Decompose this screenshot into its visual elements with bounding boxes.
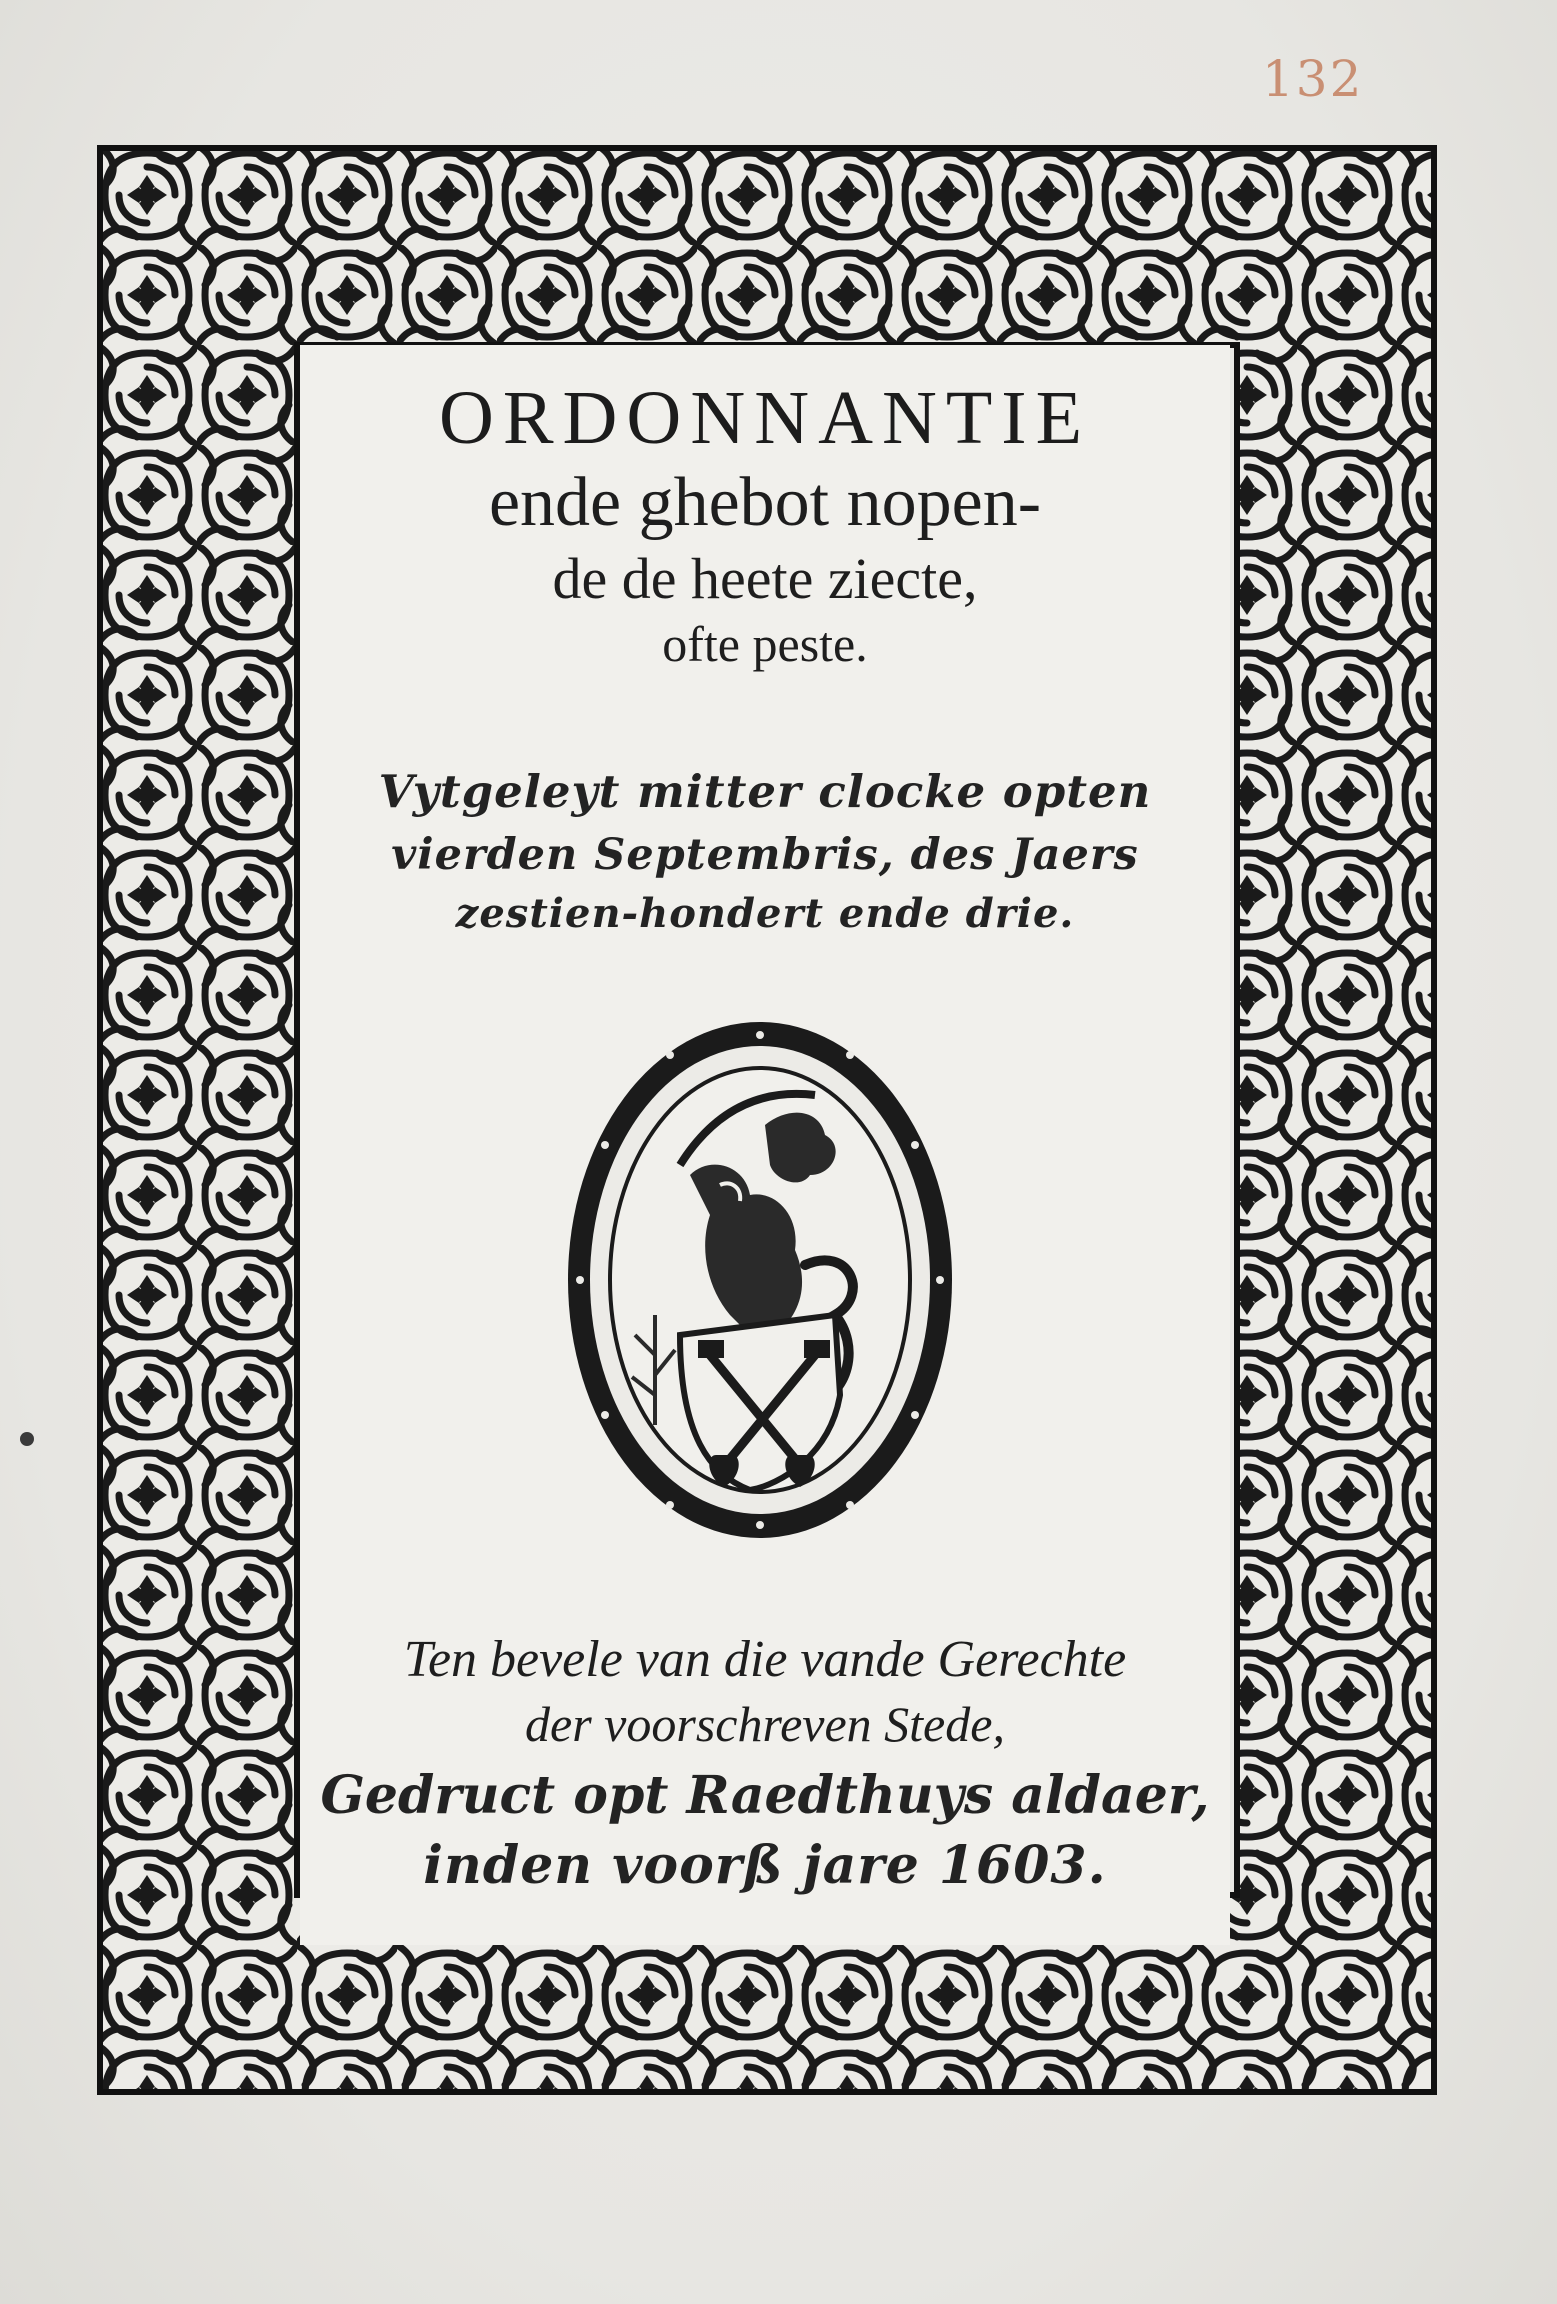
ink-spot xyxy=(20,1432,34,1446)
publication-line-1: Vytgeleyt mitter clocke opten xyxy=(378,765,1152,818)
imprint-line-2: der voorschreven Stede, xyxy=(525,1696,1005,1752)
imprint-line-4: inden voorß jare 1603. xyxy=(423,1835,1107,1896)
publication-line-2: vierden Septembris, des Jaers xyxy=(391,830,1139,880)
title-line-2: ende ghebot nopen- xyxy=(488,464,1042,541)
publication-line-3: zestien-hondert ende drie. xyxy=(455,890,1075,937)
title-line-1: ORDONNANTIE xyxy=(438,376,1092,460)
imprint-line-3: Gedruct opt Raedthuys aldaer, xyxy=(320,1765,1210,1826)
title-line-4: ofte peste. xyxy=(662,616,868,672)
imprint-line-1: Ten bevele van die vande Gerechte xyxy=(403,1631,1127,1688)
title-panel xyxy=(300,345,1230,1945)
title-line-3: de de heete ziecte, xyxy=(552,546,978,611)
pencil-shelfmark: 132 xyxy=(1262,50,1364,108)
city-seal-lion-keys-icon xyxy=(560,1015,960,1545)
